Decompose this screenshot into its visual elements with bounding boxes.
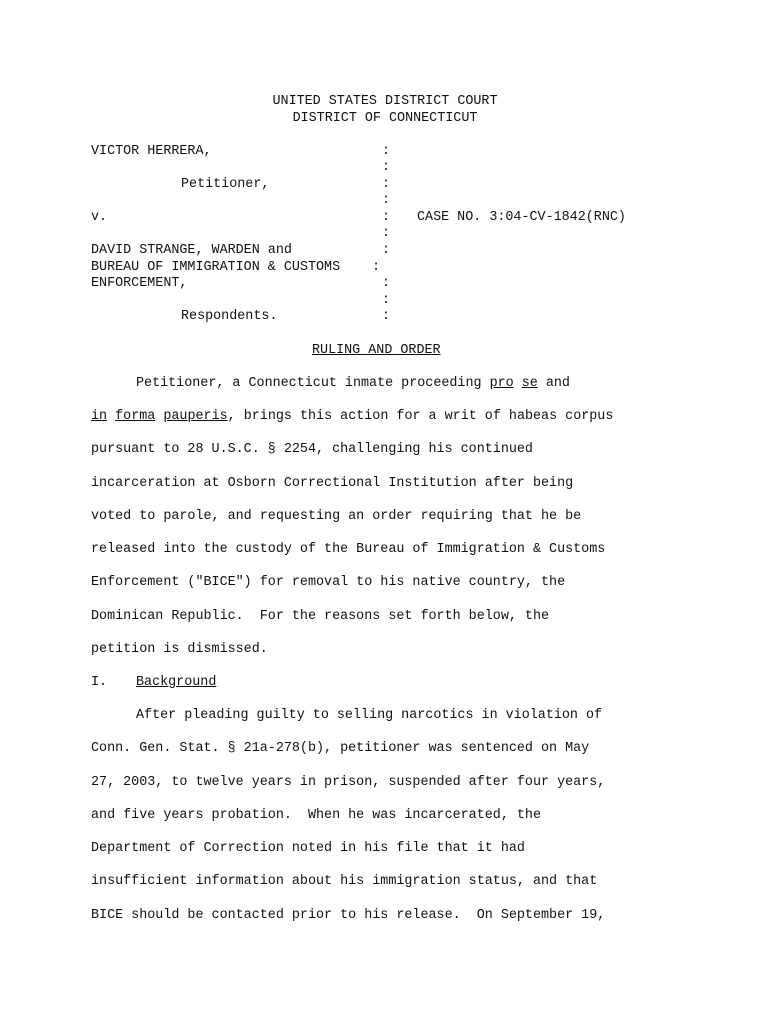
- intro-line-2: [91, 409, 613, 425]
- caption-colon: :: [382, 276, 391, 291]
- petitioner-label: Petitioner,: [181, 177, 270, 192]
- intro-text: Petitioner, a Connecticut inmate proceeding: [136, 376, 490, 391]
- intro-line-7: Enforcement ("BICE") for removal to his native country, the: [91, 575, 566, 590]
- latin-term: se: [521, 376, 538, 391]
- caption-colon: :: [382, 144, 391, 159]
- intro-line-4: incarceration at Osborn Correctional Institution after being: [91, 476, 574, 491]
- background-line-2: Conn. Gen. Stat. § 21a-278(b), petitioner was sentenced on May: [91, 741, 590, 756]
- caption-colon: :: [382, 193, 391, 208]
- intro-line-9: petition is dismissed.: [91, 642, 268, 657]
- respondent-line-2: BUREAU OF IMMIGRATION & CUSTOMS: [91, 260, 341, 275]
- ruling-title: RULING AND ORDER: [312, 343, 441, 358]
- caption-colon: :: [382, 293, 391, 308]
- intro-line-1: [136, 376, 570, 392]
- background-line-3: 27, 2003, to twelve years in prison, suspended after four years,: [91, 775, 606, 790]
- respondents-label: Respondents.: [181, 309, 278, 324]
- respondent-line-3: ENFORCEMENT,: [91, 276, 188, 291]
- latin-term: in: [91, 409, 108, 424]
- petitioner-name: VICTOR HERRERA,: [91, 144, 212, 159]
- intro-text: , brings this action for a writ of habeas corpus: [227, 409, 614, 424]
- intro-line-5: voted to parole, and requesting an order requiring that he be: [91, 509, 582, 524]
- caption-colon: :: [382, 226, 391, 241]
- background-line-5: Department of Correction noted in his file that it had: [91, 841, 525, 856]
- background-line-1: After pleading guilty to selling narcotics in violation of: [136, 708, 603, 723]
- section-number: I.: [91, 675, 108, 690]
- caption-colon: :: [382, 160, 391, 175]
- intro-line-8: Dominican Republic. For the reasons set forth below, the: [91, 609, 550, 624]
- section-heading: Background: [136, 675, 217, 690]
- intro-line-6: released into the custody of the Bureau of Immigration & Customs: [91, 542, 606, 557]
- district-name: DISTRICT OF CONNECTICUT: [292, 111, 478, 126]
- versus: v.: [91, 210, 108, 225]
- case-number: CASE NO. 3:04-CV-1842(RNC): [417, 210, 626, 225]
- background-line-7: BICE should be contacted prior to his release. On September 19,: [91, 908, 606, 923]
- caption-colon: :: [372, 260, 381, 275]
- caption-colon: :: [382, 177, 391, 192]
- latin-term: pro: [489, 376, 514, 391]
- background-line-4: and five years probation. When he was incarcerated, the: [91, 808, 541, 823]
- caption-colon: :: [382, 243, 391, 258]
- intro-line-3: pursuant to 28 U.S.C. § 2254, challenging his continued: [91, 442, 533, 457]
- latin-term: pauperis: [163, 409, 228, 424]
- caption-colon: :: [382, 309, 391, 324]
- background-line-6: insufficient information about his immigration status, and that: [91, 874, 598, 889]
- intro-text: and: [537, 376, 570, 391]
- caption-colon: :: [382, 210, 391, 225]
- latin-term: forma: [115, 409, 156, 424]
- respondent-line-1: DAVID STRANGE, WARDEN and: [91, 243, 292, 258]
- court-name: UNITED STATES DISTRICT COURT: [272, 94, 498, 109]
